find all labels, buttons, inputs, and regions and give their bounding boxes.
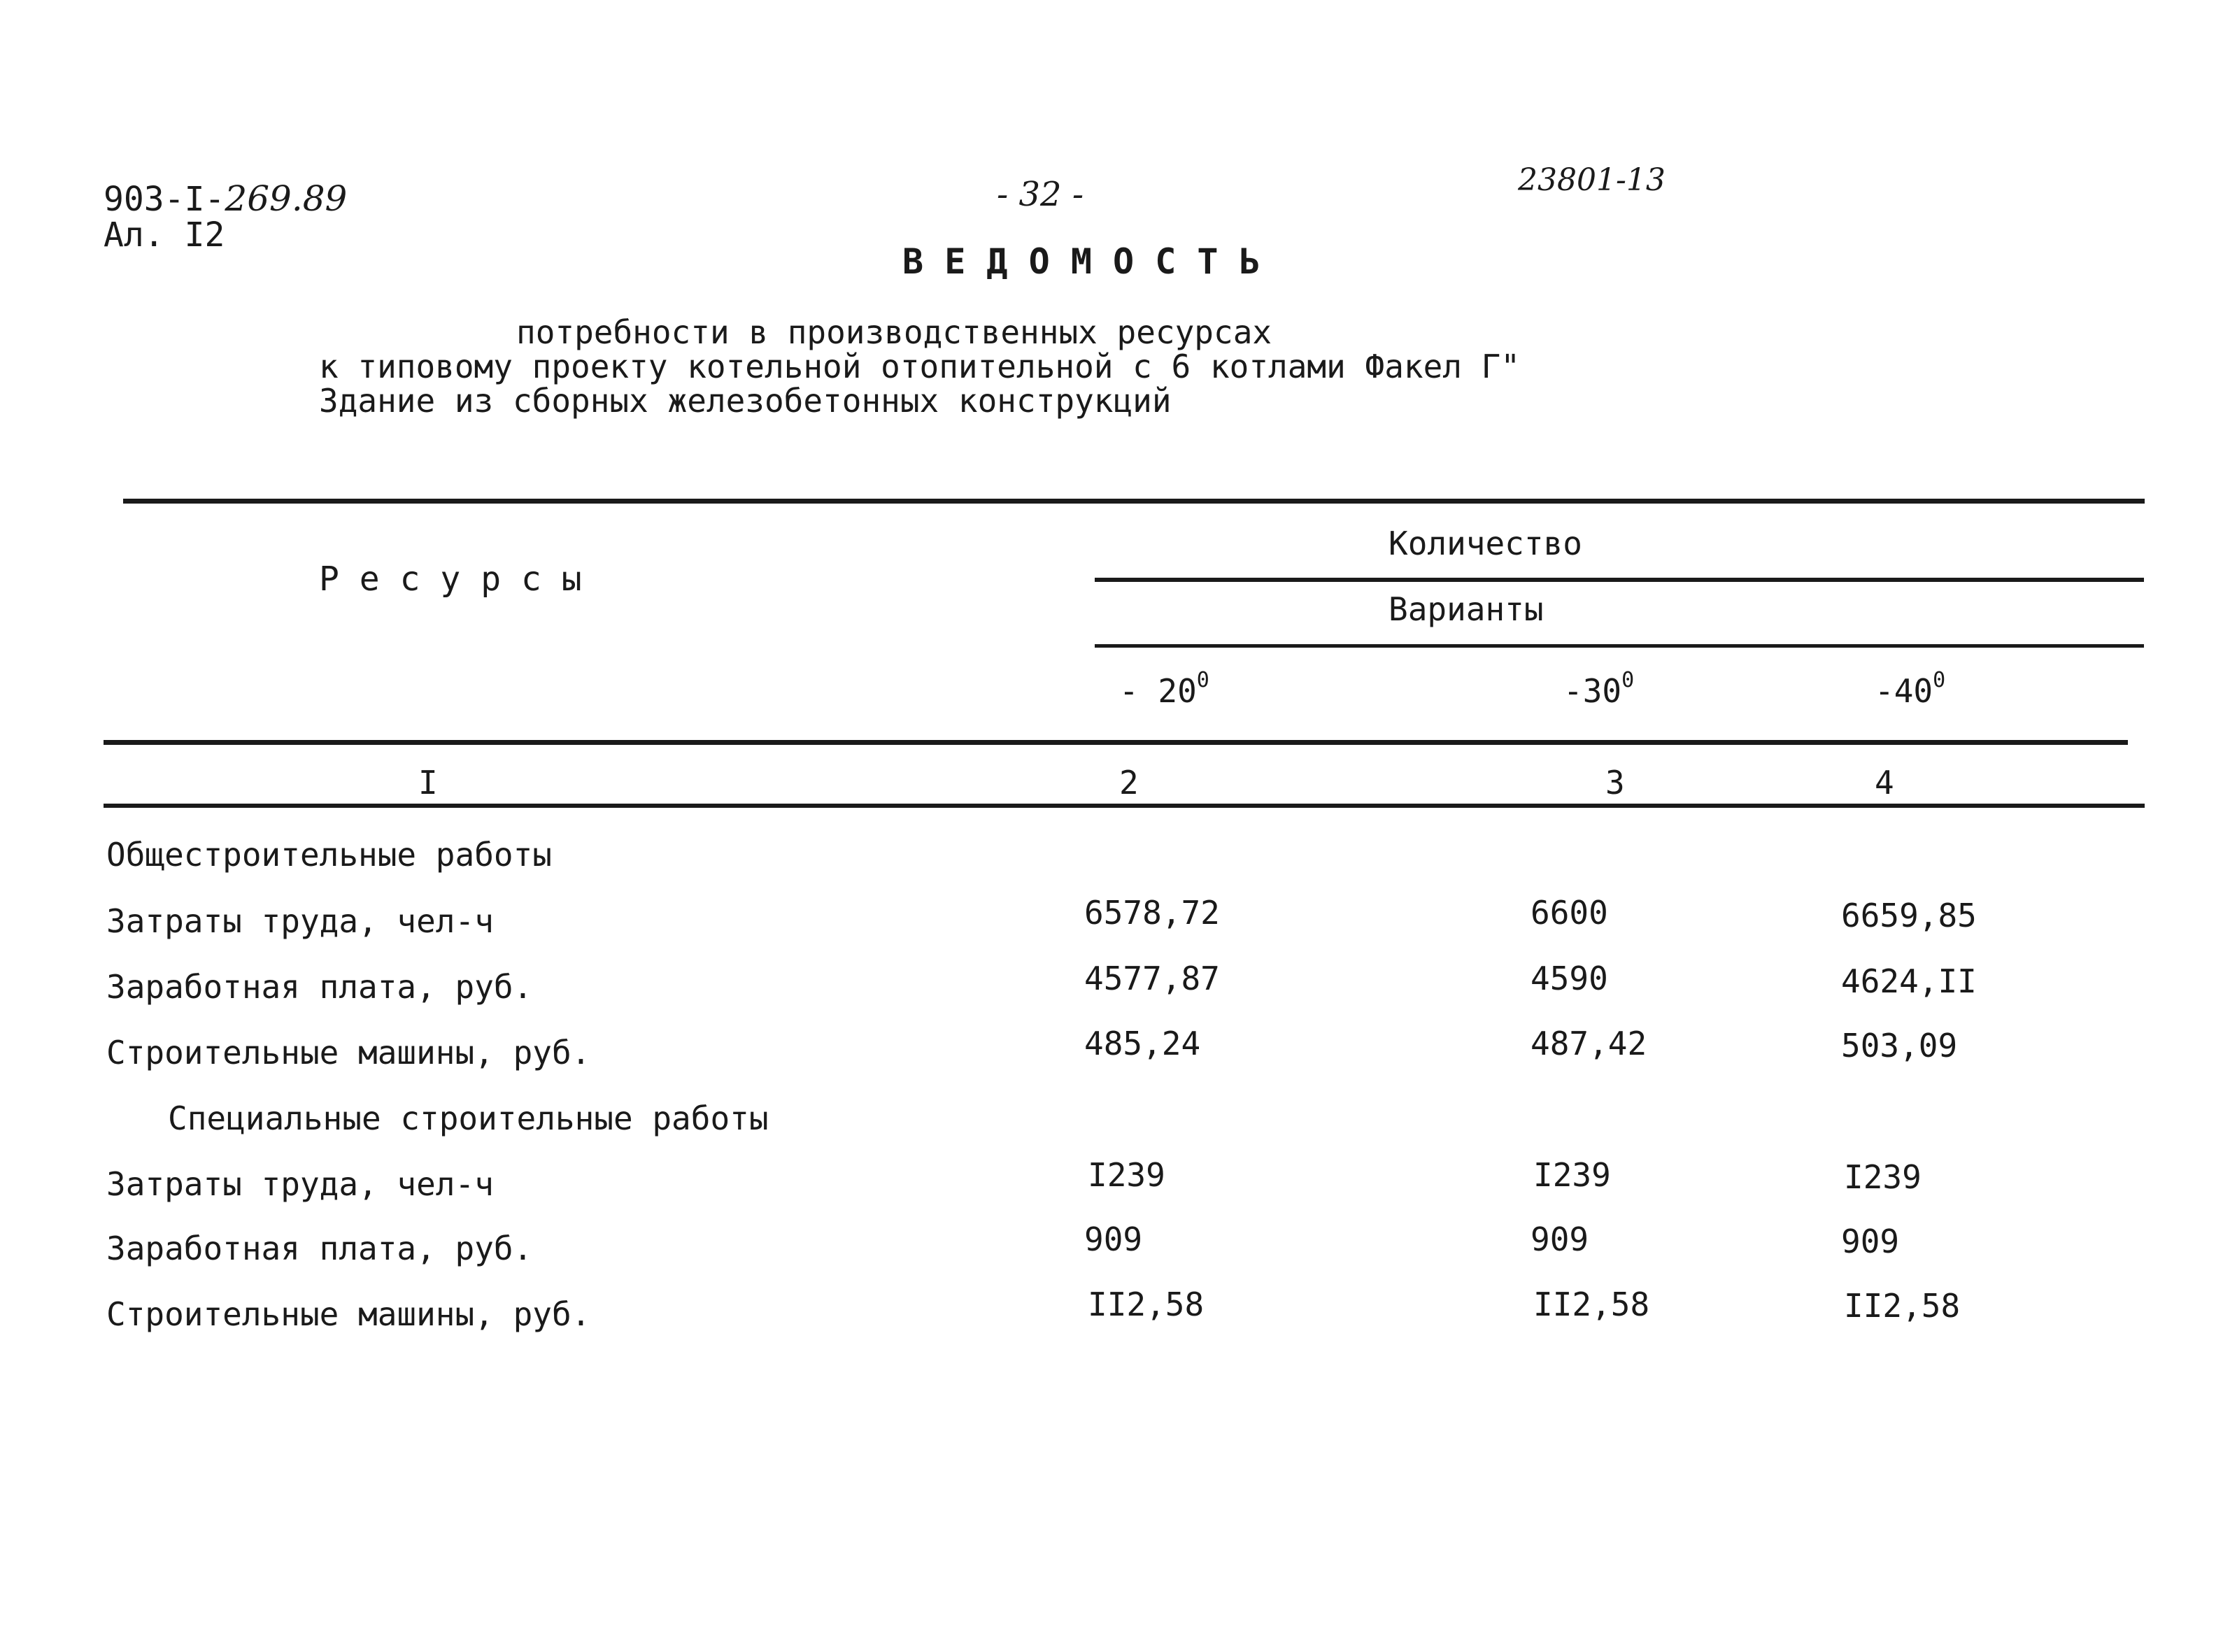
quantity-rule [1095, 578, 2144, 582]
document-title: В Е Д О М О С Т Ь [902, 241, 1260, 282]
row-value: 6659,85 [1841, 897, 1977, 934]
variants-header: Варианты [1389, 590, 1544, 628]
row-label: Строительные машины, руб. [106, 1034, 591, 1071]
column-number-2: 2 [1119, 764, 1139, 802]
document-code-printed: 903-I- [104, 180, 225, 219]
row-value: II2,58 [1533, 1286, 1650, 1323]
row-label: Затраты труда, чел-ч [106, 902, 494, 940]
row-value: I239 [1844, 1158, 1922, 1196]
section-special-works: Специальные строительные работы [168, 1099, 769, 1137]
page-number: - 32 - [997, 175, 1084, 214]
row-value: 503,09 [1841, 1027, 1958, 1064]
row-value: 6578,72 [1084, 894, 1220, 932]
subtitle-line-3: Здание из сборных железобетонных конструкций [319, 382, 1172, 420]
handwritten-stamp: 23801-13 [1518, 162, 1666, 198]
resources-header: Р е с у р с ы [319, 560, 582, 599]
document-code-handwritten: 269.89 [225, 178, 348, 219]
album-number: Ал. I2 [104, 215, 225, 255]
section-general-works: Общестроительные работы [106, 836, 552, 874]
row-value: II2,58 [1088, 1286, 1205, 1323]
row-label: Заработная плата, руб. [106, 1230, 533, 1267]
row-label: Затраты труда, чел-ч [106, 1165, 494, 1203]
variant-3-header: $-40^0$ [1875, 668, 1946, 710]
column-number-3: 3 [1605, 764, 1625, 802]
row-label: Строительные машины, руб. [106, 1295, 591, 1333]
row-value: 909 [1531, 1220, 1589, 1258]
document-code [104, 178, 347, 219]
table-top-rule [123, 499, 2145, 504]
row-value: 6600 [1531, 894, 1608, 932]
row-value: I239 [1533, 1156, 1611, 1194]
row-value: 4590 [1531, 960, 1608, 997]
row-value: I239 [1088, 1156, 1165, 1194]
column-number-1: I [418, 764, 438, 802]
variant-1-header: - $20^0$ [1119, 668, 1209, 710]
column-numbers-rule [104, 804, 2145, 808]
subtitle-line-1: потребности в производственных ресурсах [516, 313, 1272, 351]
row-value: 909 [1084, 1220, 1143, 1258]
variant-2-header: $-30^0$ [1563, 668, 1635, 710]
header-bottom-rule [104, 740, 2128, 745]
row-value: II2,58 [1844, 1287, 1961, 1325]
row-value: 909 [1841, 1223, 1900, 1260]
row-value: 487,42 [1531, 1025, 1647, 1062]
row-value: 485,24 [1084, 1025, 1201, 1062]
row-value: 4624,II [1841, 962, 1977, 1000]
row-value: 4577,87 [1084, 960, 1220, 997]
quantity-header: Количество [1389, 525, 1582, 562]
variants-rule [1095, 644, 2144, 648]
subtitle-line-2: к типовому проекту котельной отопительной с 6 котлами Факел Г" [319, 348, 1521, 385]
column-number-4: 4 [1875, 764, 1894, 802]
row-label: Заработная плата, руб. [106, 968, 533, 1006]
